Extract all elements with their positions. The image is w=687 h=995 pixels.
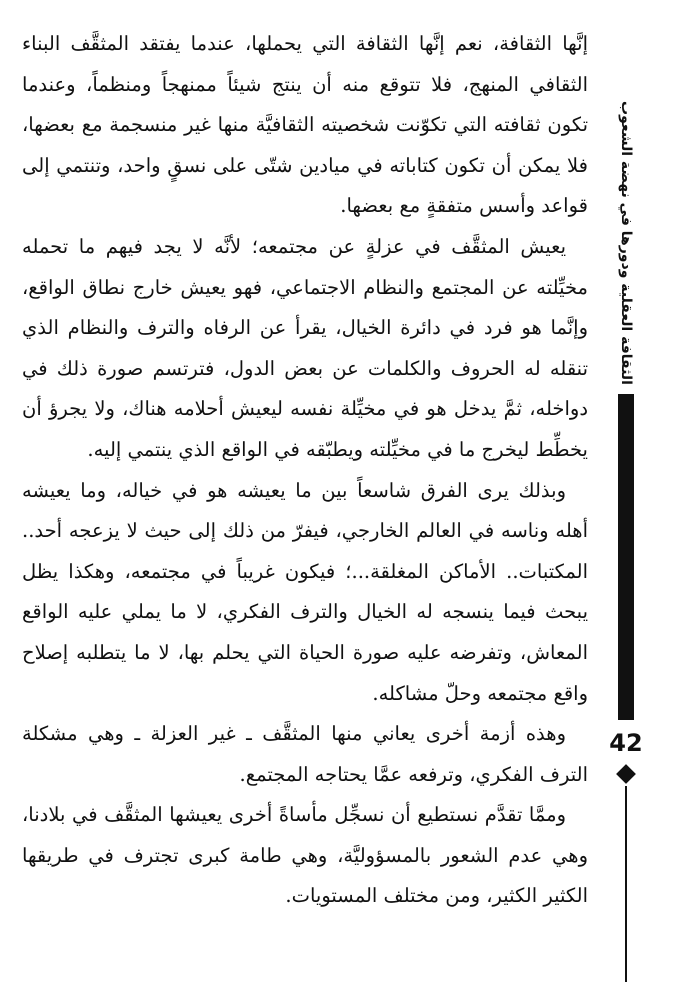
diamond-ornament-icon [616, 764, 636, 784]
page-number: 42 [609, 729, 643, 757]
paragraph-5: وممَّا تقدَّم نستطيع أن نسجِّل مأساةً أخرى يعيشها المثقَّف في بلادنا، وهي عدم الشعور بالمسؤوليَّة، وهي طامة كبرى تجترف في طريقها الكثير الكثير، ومن مختلف المستويات. [22, 803, 588, 908]
paragraph-3: وبذلك يرى الفرق شاسعاً بين ما يعيشه هو في خياله، وما يعيشه أهله وناسه في العالم الخارجي، فيفرّ من ذلك إلى حيث لا يزعجه أحد.. المكتبات.. الأماكن المغلقة...؛ فيكون غريباً في مجتمعه، وهكذا يظل يبحث فيما ينسجه له الخيال والترف الفكري، لا ما يملي عليه الواقع المعاش، وتفرضه عليه صورة الحياة التي يحلم بها، لا ما يتطلبه إصلاح واقع مجتمعه وحلّ مشاكله. [22, 478, 588, 705]
paragraph-4: وهذه أزمة أخرى يعاني منها المثقَّف ـ غير العزلة ـ وهي مشكلة الترف الفكري، وترفعه عمَّا يحتاجه المجتمع. [22, 722, 588, 786]
vertical-rule [625, 786, 627, 982]
running-head-text: الثقافة العقلية ودورها في نهضة الشعوب [618, 101, 634, 385]
paragraph-2: يعيش المثقَّف في عزلةٍ عن مجتمعه؛ لأنَّه لا يجد فيهم ما تحمله مخيِّلته عن المجتمع والنظام الاجتماعي، فهو يعيش خارج نطاق الواقع، وإنَّما هو فرد في دائرة الخيال، يقرأ عن الرفاه والترف والنظام الذي تنقله له الحروف والكلمات عن بعض الدول، فترتسم صورة ذلك في دواخله، ثمَّ يدخل هو في مخيِّلة نفسه ليعيش أحلامه هناك، ولا يجرؤ أن يخطِّط ليخرج ما في مخيِّلته ويطبّقه في الواقع الذي ينتمي إليه. [22, 234, 588, 461]
paragraph-1: إنَّها الثقافة، نعم إنَّها الثقافة التي يحملها، عندما يفتقد المثقَّف البناء الثقافي المنهج، فلا تتوقع منه أن ينتج شيئاً ممنهجاً ومنظماً، وعندما تكون ثقافته التي تكوّنت شخصيته الثقافيَّة منها غير منسجمة مع بعضها، فلا يمكن أن تكون كتاباته في ميادين شتّى على نسقٍ واحد، وتنتمي إلى قواعد وأسس متفقةٍ مع بعضها. [22, 32, 588, 218]
body-text [22, 24, 588, 917]
running-head [612, 98, 640, 388]
margin-bar [618, 394, 634, 720]
